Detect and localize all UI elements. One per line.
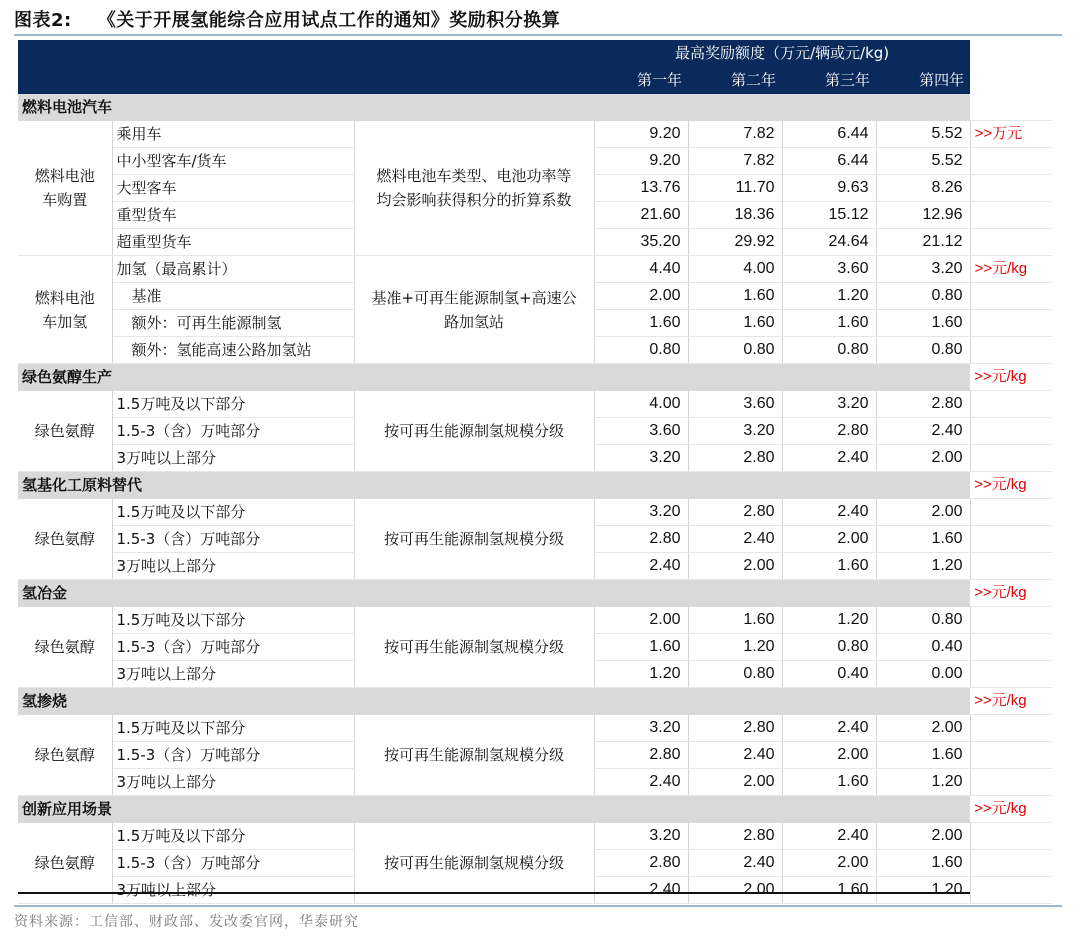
value-cell: 21.60	[594, 202, 688, 229]
unit-note: >>元/kg	[970, 796, 1052, 823]
value-cell: 2.80	[876, 391, 970, 418]
value-cell: 5.52	[876, 148, 970, 175]
unit-note	[970, 418, 1052, 445]
value-cell: 2.00	[876, 823, 970, 850]
group-description	[354, 121, 594, 256]
unit-note	[970, 823, 1052, 850]
figure-label: 图表2:	[14, 10, 72, 31]
value-cell: 1.60	[594, 310, 688, 337]
value-cell: 1.60	[688, 310, 782, 337]
category-name: 氢冶金	[18, 580, 970, 607]
header-year-4: 第四年	[876, 67, 970, 94]
group-name-line: 绿色氨醇	[34, 637, 95, 656]
group-name	[18, 607, 112, 688]
table-row	[18, 715, 1052, 742]
unit-note: >>元/kg	[970, 472, 1052, 499]
value-cell: 0.80	[876, 607, 970, 634]
unit-note	[970, 148, 1052, 175]
category-name: 绿色氨醇生产	[18, 364, 970, 391]
value-cell: 29.92	[688, 229, 782, 256]
item-label: 1.5万吨及以下部分	[112, 607, 354, 634]
value-cell: 5.52	[876, 121, 970, 148]
table-row	[18, 499, 1052, 526]
value-cell: 2.40	[782, 823, 876, 850]
value-cell: 2.00	[688, 553, 782, 580]
item-label: 3万吨以上部分	[112, 445, 354, 472]
value-cell: 3.20	[594, 445, 688, 472]
value-cell: 3.60	[688, 391, 782, 418]
group-name-line: 绿色氨醇	[34, 745, 95, 764]
value-cell: 1.20	[876, 877, 970, 904]
value-cell: 2.00	[594, 607, 688, 634]
value-cell: 1.20	[876, 553, 970, 580]
group-name	[18, 121, 112, 256]
item-label: 1.5-3（含）万吨部分	[112, 418, 354, 445]
value-cell: 6.44	[782, 148, 876, 175]
unit-note	[970, 94, 1052, 121]
value-cell: 0.80	[782, 634, 876, 661]
category-row	[18, 364, 1052, 391]
item-label: 乘用车	[112, 121, 354, 148]
value-cell: 2.00	[876, 499, 970, 526]
value-cell: 1.60	[782, 877, 876, 904]
value-cell: 2.00	[688, 877, 782, 904]
item-label: 3万吨以上部分	[112, 877, 354, 904]
value-cell: 0.00	[876, 661, 970, 688]
group-description-line: 燃料电池车类型、电池功率等	[376, 166, 572, 185]
value-cell: 2.00	[594, 283, 688, 310]
group-description-line: 按可再生能源制氢规模分级	[384, 637, 565, 656]
item-label: 额外：氢能高速公路加氢站	[112, 337, 354, 364]
group-description	[354, 715, 594, 796]
source-note: 资料来源：工信部、财政部、发改委官网，华泰研究	[14, 914, 359, 930]
value-cell: 1.20	[782, 607, 876, 634]
title-rule	[14, 34, 1062, 36]
unit-note	[970, 283, 1052, 310]
item-label: 超重型货车	[112, 229, 354, 256]
value-cell: 0.80	[688, 661, 782, 688]
value-cell: 2.40	[594, 769, 688, 796]
item-label: 1.5-3（含）万吨部分	[112, 526, 354, 553]
unit-note	[970, 715, 1052, 742]
reward-points-table	[18, 40, 1052, 904]
item-label: 中小型客车/货车	[112, 148, 354, 175]
group-name-line: 车加氢	[42, 312, 88, 331]
group-description-line: 按可再生能源制氢规模分级	[384, 421, 565, 440]
value-cell: 2.40	[594, 553, 688, 580]
item-label: 1.5-3（含）万吨部分	[112, 634, 354, 661]
value-cell: 13.76	[594, 175, 688, 202]
value-cell: 3.60	[782, 256, 876, 283]
value-cell: 21.12	[876, 229, 970, 256]
item-label: 1.5-3（含）万吨部分	[112, 850, 354, 877]
source-rule	[14, 905, 1062, 907]
unit-note	[970, 877, 1052, 904]
value-cell: 0.80	[594, 337, 688, 364]
value-cell: 2.40	[688, 742, 782, 769]
category-row	[18, 94, 1052, 121]
table-row	[18, 607, 1052, 634]
unit-note: >>元/kg	[970, 256, 1052, 283]
item-label: 1.5万吨及以下部分	[112, 499, 354, 526]
unit-note	[970, 769, 1052, 796]
category-row	[18, 472, 1052, 499]
item-label: 3万吨以上部分	[112, 769, 354, 796]
table-row	[18, 256, 1052, 283]
value-cell: 1.60	[688, 607, 782, 634]
group-description-line: 按可再生能源制氢规模分级	[384, 853, 565, 872]
value-cell: 2.80	[688, 715, 782, 742]
value-cell: 9.63	[782, 175, 876, 202]
value-cell: 1.60	[688, 283, 782, 310]
value-cell: 2.40	[688, 526, 782, 553]
unit-note	[970, 202, 1052, 229]
value-cell: 1.20	[594, 661, 688, 688]
group-name-line: 燃料电池	[34, 288, 95, 307]
value-cell: 3.20	[594, 715, 688, 742]
value-cell: 4.40	[594, 256, 688, 283]
value-cell: 0.40	[782, 661, 876, 688]
header-note-blank	[970, 40, 1052, 67]
value-cell: 2.80	[594, 850, 688, 877]
unit-note: >>万元	[970, 121, 1052, 148]
value-cell: 0.40	[876, 634, 970, 661]
value-cell: 2.00	[876, 715, 970, 742]
table-bottom-rule	[18, 892, 970, 894]
value-cell: 18.36	[688, 202, 782, 229]
category-name: 氢掺烧	[18, 688, 970, 715]
value-cell: 2.00	[782, 526, 876, 553]
value-cell: 4.00	[688, 256, 782, 283]
value-cell: 2.80	[688, 499, 782, 526]
value-cell: 2.80	[594, 742, 688, 769]
item-label: 3万吨以上部分	[112, 553, 354, 580]
category-name: 燃料电池汽车	[18, 94, 970, 121]
value-cell: 15.12	[782, 202, 876, 229]
unit-note	[970, 229, 1052, 256]
group-name	[18, 391, 112, 472]
value-cell: 35.20	[594, 229, 688, 256]
value-cell: 11.70	[688, 175, 782, 202]
unit-note	[970, 175, 1052, 202]
category-name: 创新应用场景	[18, 796, 970, 823]
unit-note	[970, 742, 1052, 769]
unit-note	[970, 850, 1052, 877]
value-cell: 3.20	[594, 823, 688, 850]
item-label: 3万吨以上部分	[112, 661, 354, 688]
value-cell: 2.00	[782, 742, 876, 769]
unit-note	[970, 634, 1052, 661]
value-cell: 1.20	[782, 283, 876, 310]
item-label: 1.5万吨及以下部分	[112, 715, 354, 742]
header-year-2: 第二年	[688, 67, 782, 94]
group-name-line: 绿色氨醇	[34, 421, 95, 440]
value-cell: 2.00	[782, 850, 876, 877]
figure-title	[14, 6, 560, 32]
unit-note: >>元/kg	[970, 688, 1052, 715]
value-cell: 0.80	[876, 283, 970, 310]
unit-note	[970, 553, 1052, 580]
group-description	[354, 607, 594, 688]
value-cell: 3.60	[594, 418, 688, 445]
value-cell: 2.40	[876, 418, 970, 445]
value-cell: 0.80	[876, 337, 970, 364]
header-row-2	[18, 67, 1052, 94]
header-year-1: 第一年	[594, 67, 688, 94]
group-description-line: 均会影响获得积分的折算系数	[376, 190, 572, 209]
group-name-line: 绿色氨醇	[34, 529, 95, 548]
group-description	[354, 391, 594, 472]
unit-note	[970, 526, 1052, 553]
header-blank	[18, 40, 594, 67]
table-body	[18, 40, 1052, 904]
group-description-line: 按可再生能源制氢规模分级	[384, 529, 565, 548]
value-cell: 7.82	[688, 148, 782, 175]
unit-note	[970, 391, 1052, 418]
value-cell: 2.00	[688, 769, 782, 796]
value-cell: 1.60	[876, 526, 970, 553]
category-row	[18, 796, 1052, 823]
figure-title-text: 《关于开展氢能综合应用试点工作的通知》奖励积分换算	[97, 10, 561, 31]
unit-note	[970, 445, 1052, 472]
value-cell: 1.20	[876, 769, 970, 796]
group-description	[354, 256, 594, 364]
group-name-line: 车购置	[42, 190, 88, 209]
value-cell: 3.20	[782, 391, 876, 418]
table-row	[18, 121, 1052, 148]
item-label: 大型客车	[112, 175, 354, 202]
value-cell: 1.20	[688, 634, 782, 661]
value-cell: 1.60	[782, 310, 876, 337]
group-name	[18, 256, 112, 364]
item-label: 额外：可再生能源制氢	[112, 310, 354, 337]
value-cell: 2.40	[782, 445, 876, 472]
value-cell: 2.40	[782, 715, 876, 742]
header-main: 最高奖励额度（万元/辆或元/kg)	[594, 40, 970, 67]
item-label: 1.5-3（含）万吨部分	[112, 742, 354, 769]
table-row	[18, 823, 1052, 850]
value-cell: 1.60	[876, 742, 970, 769]
value-cell: 24.64	[782, 229, 876, 256]
group-description-line: 基准+可再生能源制氢+高速公	[371, 288, 577, 307]
item-label: 1.5万吨及以下部分	[112, 391, 354, 418]
value-cell: 4.00	[594, 391, 688, 418]
unit-note	[970, 337, 1052, 364]
item-label: 重型货车	[112, 202, 354, 229]
header-year-3: 第三年	[782, 67, 876, 94]
group-description	[354, 499, 594, 580]
category-row	[18, 688, 1052, 715]
value-cell: 2.80	[594, 526, 688, 553]
item-label: 加氢（最高累计）	[112, 256, 354, 283]
value-cell: 1.60	[782, 769, 876, 796]
unit-note	[970, 310, 1052, 337]
unit-note	[970, 499, 1052, 526]
category-row	[18, 580, 1052, 607]
value-cell: 9.20	[594, 121, 688, 148]
value-cell: 3.20	[876, 256, 970, 283]
value-cell: 2.00	[876, 445, 970, 472]
value-cell: 1.60	[594, 634, 688, 661]
group-description-line: 路加氢站	[444, 312, 505, 331]
value-cell: 9.20	[594, 148, 688, 175]
unit-note: >>元/kg	[970, 364, 1052, 391]
unit-note	[970, 661, 1052, 688]
value-cell: 0.80	[688, 337, 782, 364]
value-cell: 6.44	[782, 121, 876, 148]
value-cell: 3.20	[594, 499, 688, 526]
value-cell: 8.26	[876, 175, 970, 202]
category-name: 氢基化工原料替代	[18, 472, 970, 499]
value-cell: 1.60	[782, 553, 876, 580]
unit-note	[970, 607, 1052, 634]
group-name	[18, 715, 112, 796]
value-cell: 2.80	[688, 823, 782, 850]
value-cell: 3.20	[688, 418, 782, 445]
value-cell: 12.96	[876, 202, 970, 229]
group-description-line: 按可再生能源制氢规模分级	[384, 745, 565, 764]
value-cell: 7.82	[688, 121, 782, 148]
value-cell: 2.80	[688, 445, 782, 472]
value-cell: 1.60	[876, 850, 970, 877]
header-blank-2	[18, 67, 594, 94]
value-cell: 2.80	[782, 418, 876, 445]
header-row-1	[18, 40, 1052, 67]
item-label: 1.5万吨及以下部分	[112, 823, 354, 850]
unit-note: >>元/kg	[970, 580, 1052, 607]
group-name-line: 燃料电池	[34, 166, 95, 185]
group-name	[18, 499, 112, 580]
header-note-blank-2	[970, 67, 1052, 94]
value-cell: 2.40	[594, 877, 688, 904]
value-cell: 2.40	[782, 499, 876, 526]
item-label: 基准	[112, 283, 354, 310]
value-cell: 1.60	[876, 310, 970, 337]
group-name-line: 绿色氨醇	[34, 853, 95, 872]
table-row	[18, 391, 1052, 418]
value-cell: 2.40	[688, 850, 782, 877]
value-cell: 0.80	[782, 337, 876, 364]
